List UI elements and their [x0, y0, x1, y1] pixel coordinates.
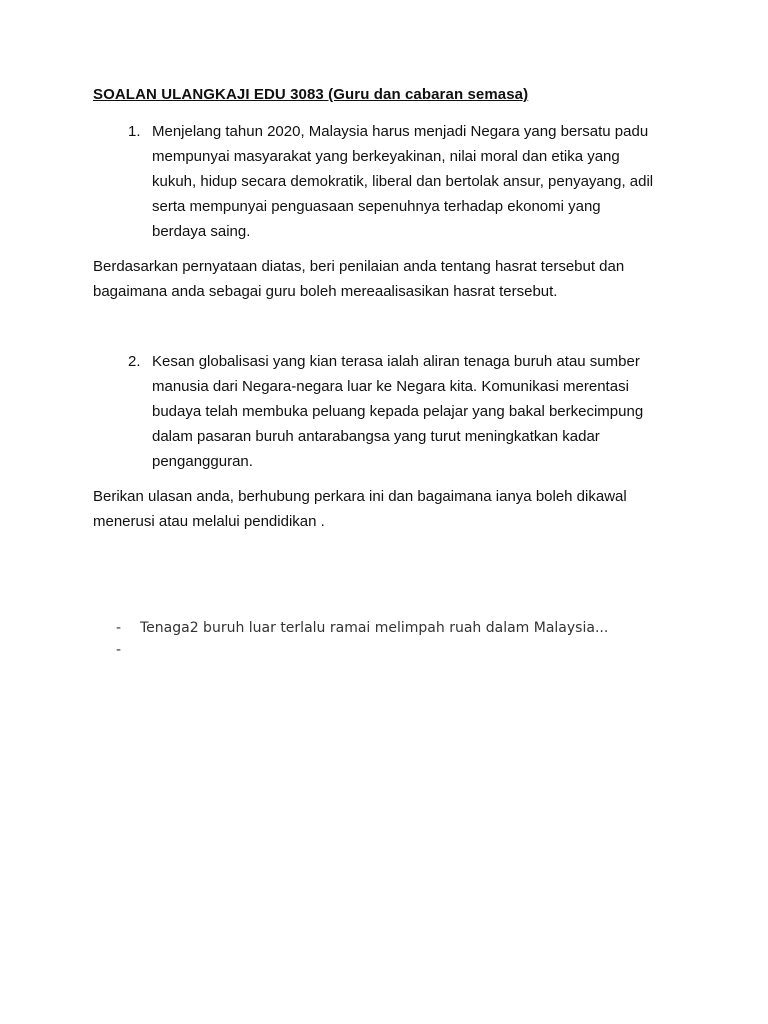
question-line: mempunyai masyarakat yang berkeyakinan, nilai moral dan etika yang [152, 148, 620, 165]
question-line: pengangguran. [152, 453, 253, 470]
bullet-dash: - [116, 620, 122, 636]
question-1-instruction [93, 254, 693, 304]
question-line: manusia dari Negara-negara luar ke Negara kita. Komunikasi merentasi [152, 378, 629, 395]
instruction-line: Berikan ulasan anda, berhubung perkara ini dan bagaimana ianya boleh dikawal [93, 488, 627, 505]
question-1 [128, 119, 668, 244]
question-text [152, 349, 668, 474]
answer-item [116, 639, 608, 661]
document-title: SOALAN ULANGKAJI EDU 3083 (Guru dan cabaran semasa) [93, 86, 529, 103]
bullet-dash: - [116, 642, 122, 658]
instruction-line: bagaimana anda sebagai guru boleh mereaalisasikan hasrat tersebut. [93, 283, 558, 300]
answer-text: Tenaga2 buruh luar terlalu ramai melimpah ruah dalam Malaysia... [140, 620, 609, 636]
question-line: dalam pasaran buruh antarabangsa yang turut meningkatkan kadar [152, 428, 600, 445]
question-2 [128, 349, 668, 474]
answer-list [116, 617, 608, 661]
question-line: kukuh, hidup secara demokratik, liberal dan bertolak ansur, penyayang, adil [152, 173, 654, 190]
instruction-line: Berdasarkan pernyataan diatas, beri penilaian anda tentang hasrat tersebut dan [93, 258, 625, 275]
instruction-line: menerusi atau melalui pendidikan . [93, 513, 325, 530]
question-line: Menjelang tahun 2020, Malaysia harus menjadi Negara yang bersatu padu [152, 123, 649, 140]
question-number: 2. [128, 353, 141, 370]
question-2-instruction [93, 484, 693, 534]
question-text [152, 119, 668, 244]
question-line: budaya telah membuka peluang kepada pelajar yang bakal berkecimpung [152, 403, 644, 420]
question-number: 1. [128, 123, 141, 140]
answer-item [116, 617, 608, 639]
question-line: berdaya saing. [152, 223, 251, 240]
question-line: Kesan globalisasi yang kian terasa ialah aliran tenaga buruh atau sumber [152, 353, 640, 370]
question-line: serta mempunyai penguasaan sepenuhnya terhadap ekonomi yang [152, 198, 601, 215]
